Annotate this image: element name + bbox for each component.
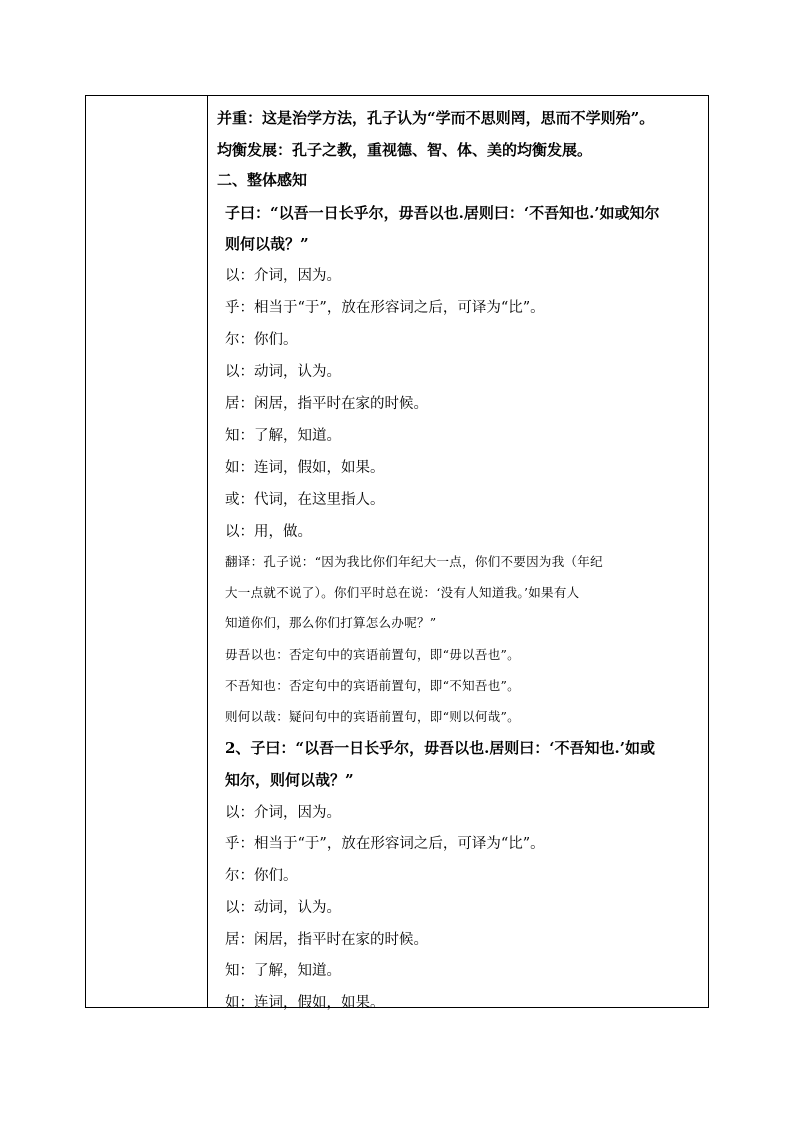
text-line: 以：介词，因为。 xyxy=(225,268,341,284)
text-line: 以：动词，认为。 xyxy=(225,900,341,916)
text-line: 大一点就不说了）。你们平时总在说：‘没有人知道我。’如果有人 xyxy=(225,585,580,600)
text-line: 毋吾以也：否定句中的宾语前置句，即“毋以吾也”。 xyxy=(225,647,520,662)
text-line: 不吾知也：否定句中的宾语前置句，即“不知吾也”。 xyxy=(225,678,520,693)
text-line: 知：了解，知道。 xyxy=(225,963,341,979)
text-line: 居：闲居，指平时在家的时候。 xyxy=(225,932,428,948)
column-divider xyxy=(207,96,208,1007)
text-line: 则何以哉：疑问句中的宾语前置句，即“则以何哉”。 xyxy=(225,709,520,724)
text-line: 以：介词，因为。 xyxy=(225,805,341,821)
text-line: 如：连词，假如，如果。 xyxy=(225,995,385,1011)
text-line: 知：了解，知道。 xyxy=(225,428,341,444)
text-line: 并重：这是治学方法，孔子认为“学而不思则罔，思而不学则殆”。 xyxy=(217,109,655,127)
text-line: 居：闲居，指平时在家的时候。 xyxy=(225,396,428,412)
text-line: 二、整体感知 xyxy=(217,171,308,189)
text-line: 尔：你们。 xyxy=(225,332,298,348)
text-line: 子曰：“以吾一日长乎尔，毋吾以也.居则曰：‘不吾知也.’如或知尔 xyxy=(225,204,660,222)
text-line: 以：用，做。 xyxy=(225,524,312,540)
text-line: 则何以哉？” xyxy=(225,235,309,253)
text-line: 知尔，则何以哉？” xyxy=(225,771,354,789)
text-line: 尔：你们。 xyxy=(225,868,298,884)
text-line: 均衡发展：孔子之教，重视德、智、体、美的均衡发展。 xyxy=(217,141,593,159)
text-line: 翻译：孔子说：“因为我比你们年纪大一点，你们不要因为我（年纪 xyxy=(225,554,603,569)
lesson-table xyxy=(85,95,709,1011)
text-line: 如：连词，假如，如果。 xyxy=(225,460,385,476)
text-line: 乎：相当于“于”，放在形容词之后，可译为“比”。 xyxy=(225,836,545,852)
text-line: 知道你们，那么你们打算怎么办呢？” xyxy=(225,615,437,630)
text-line: 或：代词，在这里指人。 xyxy=(225,492,385,508)
text-line: 以：动词，认为。 xyxy=(225,364,341,380)
text-line: 2、子曰：“以吾一日长乎尔，毋吾以也.居则曰：‘不吾知也.’如或 xyxy=(225,739,655,757)
text-line: 乎：相当于“于”，放在形容词之后，可译为“比”。 xyxy=(225,300,545,316)
